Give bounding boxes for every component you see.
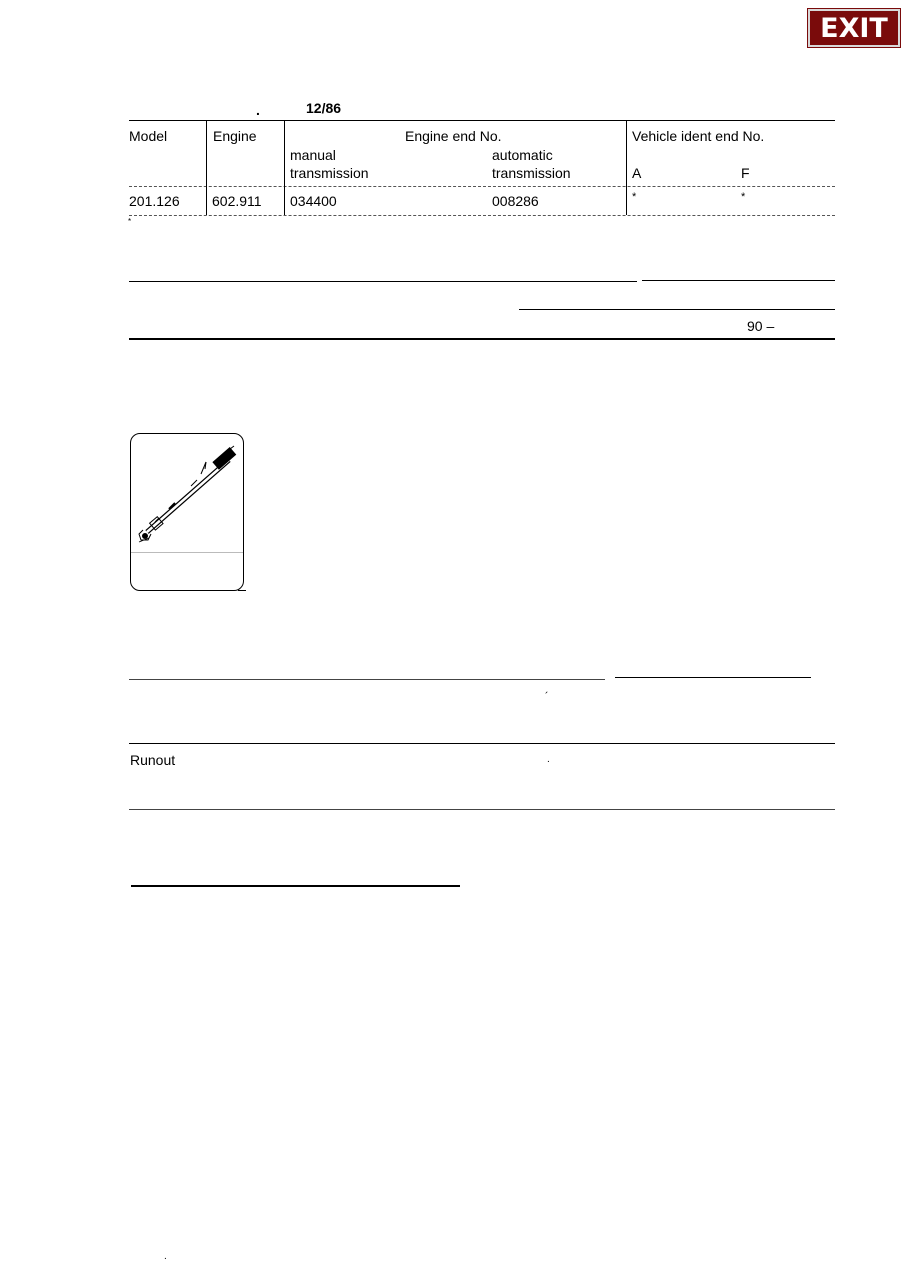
section-rule	[519, 309, 835, 310]
section-number: 90 –	[747, 318, 775, 334]
row-model: 201.126	[129, 193, 180, 209]
footer-dot: .	[164, 1251, 167, 1262]
row-col-f: *	[741, 191, 746, 203]
section-rule	[129, 281, 637, 282]
section-rule	[131, 885, 460, 887]
table-top-rule	[129, 120, 835, 121]
row-engine: 602.911	[212, 193, 262, 209]
table-col-divider	[206, 120, 207, 215]
header-col-f: F	[741, 165, 750, 181]
section-rule	[615, 677, 811, 678]
exit-button[interactable]: EXIT	[808, 9, 900, 47]
section-rule	[129, 338, 835, 340]
header-engine: Engine	[213, 128, 257, 144]
row-automatic: 008286	[492, 193, 539, 209]
header-automatic: automatic	[492, 147, 553, 163]
illustration-divider	[131, 552, 243, 553]
table-col-divider	[626, 120, 627, 215]
section-rule	[642, 280, 835, 281]
row-col-a: *	[632, 191, 637, 203]
table-footnote: *	[128, 217, 132, 226]
header-manual-transmission: transmission	[290, 165, 369, 181]
torque-wrench-icon	[131, 434, 243, 590]
section-rule	[129, 809, 835, 810]
row-manual: 034400	[290, 193, 337, 209]
header-dot: .	[256, 102, 260, 118]
runout-label: Runout	[130, 752, 176, 768]
header-engine-end: Engine end No.	[405, 128, 502, 144]
illustration-corner-mark	[238, 590, 246, 591]
header-model: Model	[129, 128, 168, 144]
small-dot: .	[547, 754, 550, 765]
table-bottom-rule	[129, 215, 835, 216]
table-col-divider	[284, 120, 285, 215]
header-automatic-transmission: transmission	[492, 165, 571, 181]
tool-illustration	[130, 433, 244, 591]
revision-date: 12/86	[306, 100, 342, 116]
header-manual: manual	[290, 147, 336, 163]
header-vehicle-ident: Vehicle ident end No.	[632, 128, 765, 144]
section-rule	[129, 743, 835, 744]
section-rule	[129, 679, 605, 680]
header-col-a: A	[632, 165, 642, 181]
tick-mark: ´	[545, 691, 549, 703]
table-header-rule	[129, 186, 835, 187]
